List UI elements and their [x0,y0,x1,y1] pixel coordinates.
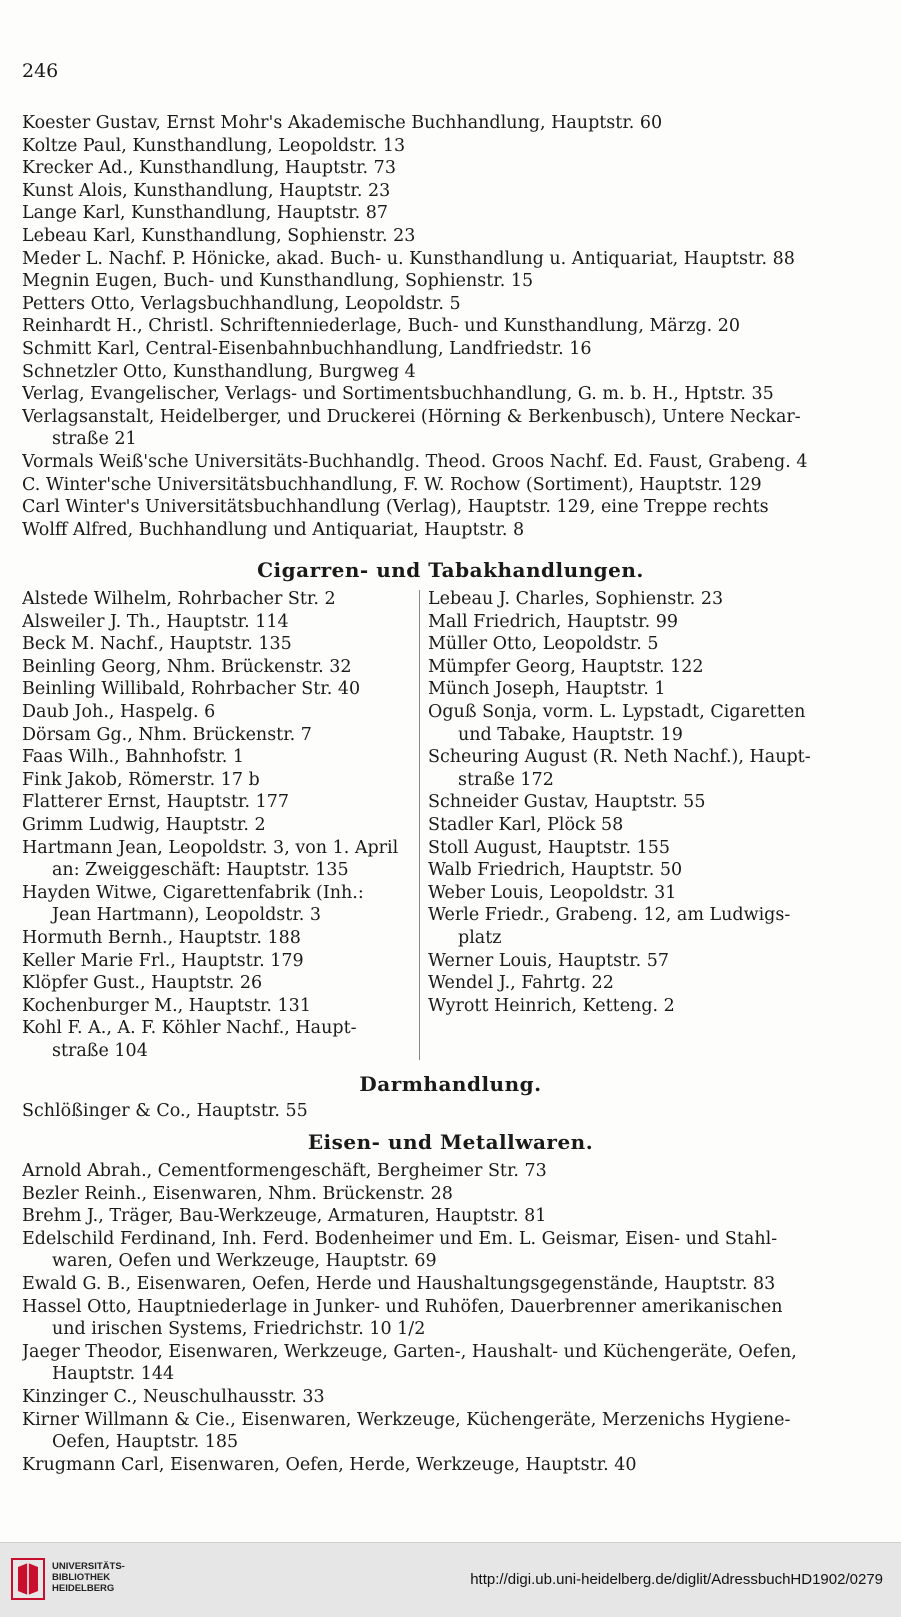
list-item-continuation: und Tabake, Hauptstr. 19 [458,724,683,745]
list-item: Bezler Reinh., Eisenwaren, Nhm. Brückenstr. 28 [22,1183,453,1204]
library-logo-text: UNIVERSITÄTS- BIBLIOTHEK HEIDELBERG [52,1561,125,1594]
list-item: Keller Marie Frl., Hauptstr. 179 [22,950,304,971]
list-item-continuation: Jean Hartmann), Leopoldstr. 3 [52,905,322,926]
source-url-link[interactable]: http://digi.ub.uni-heidelberg.de/diglit/AdressbuchHD1902/0279 [470,1571,883,1588]
list-item: Brehm J., Träger, Bau-Werkzeuge, Armaturen, Hauptstr. 81 [22,1206,547,1227]
list-item: Kirner Willmann & Cie., Eisenwaren, Werkzeuge, Küchengeräte, Merzenichs Hygiene- [22,1409,791,1430]
list-item: Meder L. Nachf. P. Hönicke, akad. Buch- u. Kunsthandlung u. Antiquariat, Hauptstr. 88 [22,248,795,269]
list-item: Walb Friedrich, Hauptstr. 50 [428,860,683,881]
list-item: Dörsam Gg., Nhm. Brückenstr. 7 [22,724,312,745]
list-item: Mall Friedrich, Hauptstr. 99 [428,611,678,632]
list-item: Scheuring August (R. Neth Nachf.), Haupt- [428,747,811,768]
list-item: Megnin Eugen, Buch- und Kunsthandlung, Sophienstr. 15 [22,271,534,292]
list-item: Beinling Willibald, Rohrbacher Str. 40 [22,679,361,700]
list-item: Beck M. Nachf., Hauptstr. 135 [22,634,292,655]
eisen-list [22,1160,882,1476]
list-item: Ewald G. B., Eisenwaren, Oefen, Herde und Haushaltungsgegenstände, Hauptstr. 83 [22,1273,776,1294]
list-item: Verlagsanstalt, Heidelberger, und Druckerei (Hörning & Berkenbusch), Untere Neckar- [22,406,801,427]
list-item: Edelschild Ferdinand, Inh. Ferd. Bodenheimer und Em. L. Geismar, Eisen- und Stahl- [22,1228,778,1249]
list-item: Alstede Wilhelm, Rohrbacher Str. 2 [22,589,336,609]
page-number: 246 [22,60,59,82]
list-item: Münch Joseph, Hauptstr. 1 [428,679,666,700]
list-item: Werle Friedr., Grabeng. 12, am Ludwigs- [428,905,791,926]
list-item: Kochenburger M., Hauptstr. 131 [22,995,311,1016]
viewer-footer [0,1542,901,1617]
list-item: Kinzinger C., Neuschulhausstr. 33 [22,1386,325,1407]
list-item-continuation: an: Zweiggeschäft: Hauptstr. 135 [52,860,349,881]
section-heading-eisen: Eisen- und Metallwaren. [307,1130,594,1154]
list-item: Oguß Sonja, vorm. L. Lypstadt, Cigaretten [428,701,806,722]
list-item: Fink Jakob, Römerstr. 17 b [22,769,260,790]
library-logo-icon [10,1555,46,1603]
list-item: Hassel Otto, Hauptniederlage in Junker- und Ruhöfen, Dauerbrenner amerikanischen [22,1296,783,1317]
list-item: Stoll August, Hauptstr. 155 [428,837,671,858]
list-item: Krecker Ad., Kunsthandlung, Hauptstr. 73 [22,158,396,179]
book-dealers-list [22,112,882,541]
source-url[interactable] [470,1571,883,1588]
list-item: Stadler Karl, Plöck 58 [428,814,624,835]
section-heading-cigars: Cigarren- und Tabakhandlungen. [257,558,644,582]
list-item: Lebeau J. Charles, Sophienstr. 23 [428,589,724,609]
list-item: Wendel J., Fahrtg. 22 [428,973,614,994]
list-item: Schneider Gustav, Hauptstr. 55 [428,792,706,813]
list-item: Reinhardt H., Christl. Schriftenniederlage, Buch- und Kunsthandlung, Märzg. 20 [22,316,741,337]
list-item-continuation: und irischen Systems, Friedrichstr. 10 1/2 [52,1319,426,1340]
list-item: Arnold Abrah., Cementformengeschäft, Bergheimer Str. 73 [22,1161,547,1181]
darm-list [22,1100,882,1123]
list-item: Beinling Georg, Nhm. Brückenstr. 32 [22,656,352,677]
list-item: Müller Otto, Leopoldstr. 5 [428,634,659,655]
cigars-left-column [22,588,414,1062]
list-item: Lebeau Karl, Kunsthandlung, Sophienstr. 23 [22,225,416,246]
list-item: Lange Karl, Kunsthandlung, Hauptstr. 87 [22,203,388,224]
list-item: Flatterer Ernst, Hauptstr. 177 [22,792,289,813]
list-item-continuation: straße 21 [52,429,137,450]
list-item: Schmitt Karl, Central-Eisenbahnbuchhandlung, Landfriedstr. 16 [22,338,592,359]
list-item: C. Winter'sche Universitätsbuchhandlung, F. W. Rochow (Sortiment), Hauptstr. 129 [22,474,762,495]
list-item: Koltze Paul, Kunsthandlung, Leopoldstr. 13 [22,135,406,156]
list-item: Hormuth Bernh., Hauptstr. 188 [22,927,301,948]
list-item: Hartmann Jean, Leopoldstr. 3, von 1. April [22,837,399,858]
list-item-continuation: waren, Oefen und Werkzeuge, Hauptstr. 69 [52,1251,437,1272]
list-item: Faas Wilh., Bahnhofstr. 1 [22,747,245,768]
list-item: Klöpfer Gust., Hauptstr. 26 [22,973,263,994]
list-item: Krugmann Carl, Eisenwaren, Oefen, Herde, Werkzeuge, Hauptstr. 40 [22,1454,637,1475]
column-divider [419,590,420,1060]
list-item: Mümpfer Georg, Hauptstr. 122 [428,656,704,677]
list-item: Jaeger Theodor, Eisenwaren, Werkzeuge, Garten-, Haushalt- und Küchengeräte, Oefen, [22,1341,797,1362]
list-item-continuation: Oefen, Hauptstr. 185 [52,1432,239,1453]
list-item: Schlößinger & Co., Hauptstr. 55 [22,1101,308,1121]
list-item: Alsweiler J. Th., Hauptstr. 114 [22,611,289,632]
list-item: Werner Louis, Hauptstr. 57 [428,950,670,971]
list-item: Carl Winter's Universitätsbuchhandlung (Verlag), Hauptstr. 129, eine Treppe rechts [22,497,769,518]
list-item: Weber Louis, Leopoldstr. 31 [428,882,677,903]
list-item: Vormals Weiß'sche Universitäts-Buchhandlg. Theod. Groos Nachf. Ed. Faust, Grabeng. 4 [22,451,808,472]
section-heading-darm: Darmhandlung. [359,1072,542,1096]
list-item: Kunst Alois, Kunsthandlung, Hauptstr. 23 [22,180,391,201]
list-item-continuation: straße 172 [458,769,554,790]
cigars-right-column [428,588,884,1017]
list-item: Schnetzler Otto, Kunsthandlung, Burgweg 4 [22,361,416,382]
list-item: Hayden Witwe, Cigarettenfabrik (Inh.: [22,882,364,903]
list-item: Petters Otto, Verlagsbuchhandlung, Leopoldstr. 5 [22,293,461,314]
list-item: Wolff Alfred, Buchhandlung und Antiquariat, Hauptstr. 8 [22,519,525,540]
list-item: Kohl F. A., A. F. Köhler Nachf., Haupt- [22,1018,357,1039]
list-item-continuation: Hauptstr. 144 [52,1364,175,1385]
list-item-continuation: straße 104 [52,1040,148,1061]
list-item: Grimm Ludwig, Hauptstr. 2 [22,814,266,835]
list-item-continuation: platz [458,927,502,948]
list-item: Daub Joh., Haspelg. 6 [22,701,216,722]
list-item: Verlag, Evangelischer, Verlags- und Sortimentsbuchhandlung, G. m. b. H., Hptstr. 35 [22,384,774,405]
list-item: Wyrott Heinrich, Ketteng. 2 [428,995,675,1016]
list-item: Koester Gustav, Ernst Mohr's Akademische Buchhandlung, Hauptstr. 60 [22,113,663,133]
